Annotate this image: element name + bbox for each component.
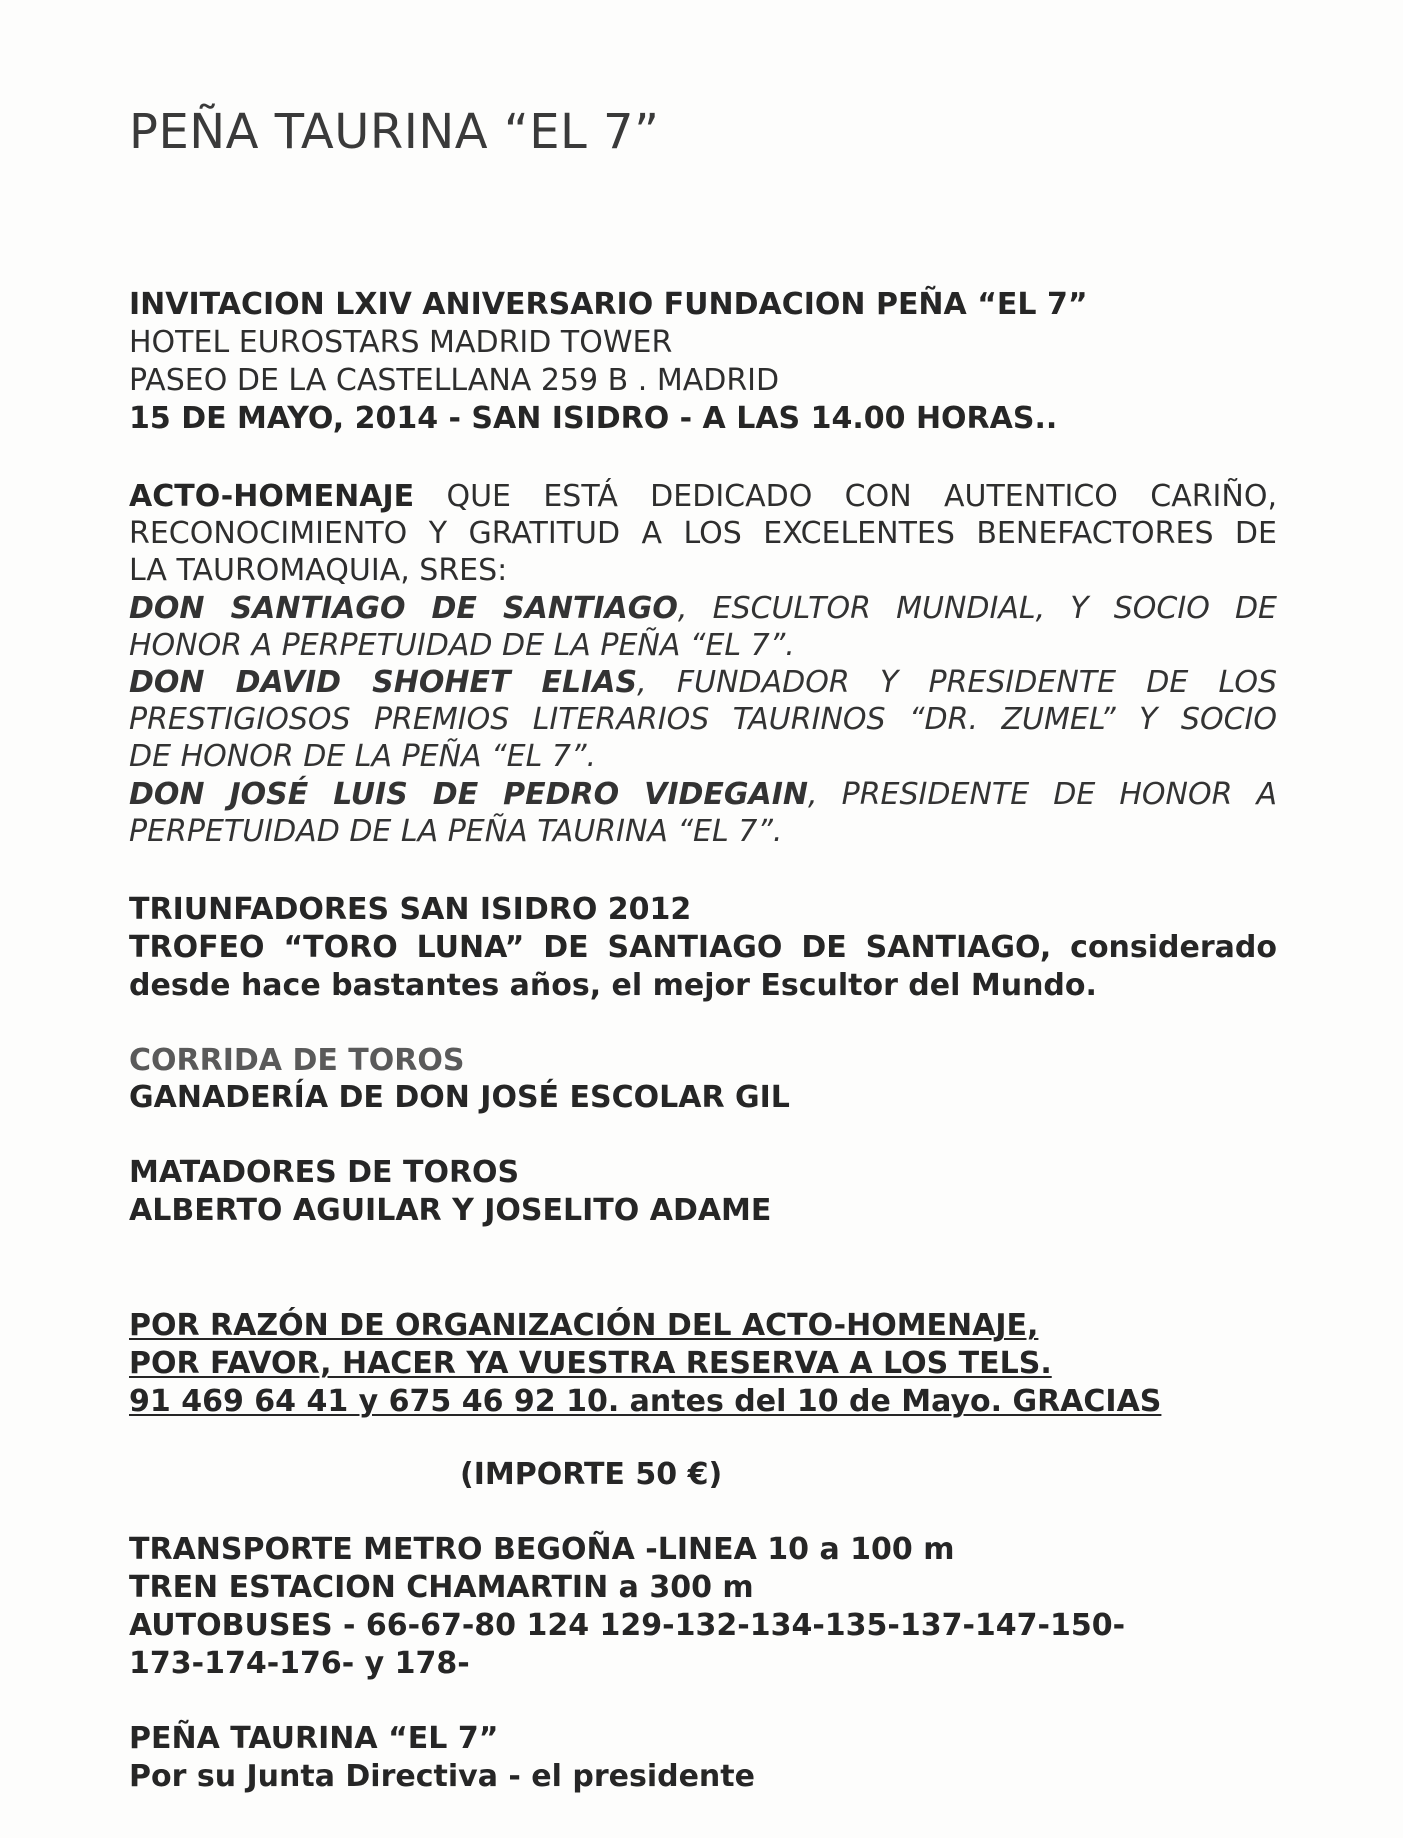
honoree-2-line-3: DE HONOR DE LA PEÑA “EL 7”. [129, 739, 597, 774]
matadores-names: ALBERTO AGUILAR Y JOSELITO ADAME [129, 1193, 772, 1228]
homenaje-line-3: LA TAUROMAQUIA, SRES: [129, 553, 508, 588]
honoree-2-rest: , FUNDADOR Y PRESIDENTE DE LOS [637, 665, 1277, 700]
honoree-1-name: DON SANTIAGO DE SANTIAGO [129, 591, 678, 626]
corrida-heading: CORRIDA DE TOROS [129, 1043, 465, 1078]
trofeo-line-2: desde hace bastantes años, el mejor Escultor del Mundo. [129, 968, 1097, 1003]
transporte-metro: TRANSPORTE METRO BEGOÑA -LINEA 10 a 100 m [129, 1532, 955, 1567]
homenaje-line-2: RECONOCIMIENTO Y GRATITUD A LOS EXCELENTES BENEFACTORES DE [129, 516, 1277, 551]
honoree-3-line-2: PERPETUIDAD DE LA PEÑA TAURINA “EL 7”. [129, 814, 783, 849]
event-hotel: HOTEL EUROSTARS MADRID TOWER [129, 325, 673, 360]
reserva-line-1: POR RAZÓN DE ORGANIZACIÓN DEL ACTO-HOMENAJE, [129, 1308, 1039, 1343]
homenaje-line-1 [129, 479, 1277, 514]
firma-org: PEÑA TAURINA “EL 7” [129, 1721, 499, 1756]
transporte-autobuses-1: AUTOBUSES - 66-67-80 124 129-132-134-135-137-147-150- [129, 1608, 1126, 1643]
matadores-heading: MATADORES DE TOROS [129, 1155, 520, 1190]
honoree-2-line-2: PRESTIGIOSOS PREMIOS LITERARIOS TAURINOS “DR. ZUMEL” Y SOCIO [129, 702, 1277, 737]
reserva-line-2: POR FAVOR, HACER YA VUESTRA RESERVA A LOS TELS. [129, 1346, 1052, 1381]
honoree-2-name: DON DAVID SHOHET ELIAS [129, 665, 638, 700]
reserva-line-3: 91 469 64 41 y 675 46 92 10. antes del 10 de Mayo. GRACIAS [129, 1384, 1162, 1419]
honoree-2-line-1 [129, 665, 1277, 700]
firma-line: Por su Junta Directiva - el presidente [129, 1759, 755, 1794]
trofeo-line-1: TROFEO “TORO LUNA” DE SANTIAGO DE SANTIAGO, considerado [129, 930, 1277, 965]
honoree-1-line-1 [129, 591, 1278, 626]
event-address: PASEO DE LA CASTELLANA 259 B . MADRID [129, 363, 780, 398]
honoree-3-rest: , PRESIDENTE DE HONOR A [808, 777, 1278, 812]
honoree-1-line-2: HONOR A PERPETUIDAD DE LA PEÑA “EL 7”. [129, 628, 795, 663]
page-title: PEÑA TAURINA “EL 7” [129, 104, 660, 160]
transporte-tren: TREN ESTACION CHAMARTIN a 300 m [129, 1570, 754, 1605]
honoree-3-line-1 [129, 777, 1278, 812]
honoree-3-name: DON JOSÉ LUIS DE PEDRO VIDEGAIN [129, 777, 809, 812]
homenaje-lead-rest: QUE ESTÁ DEDICADO CON AUTENTICO CARIÑO, [414, 479, 1277, 514]
homenaje-lead: ACTO-HOMENAJE [129, 479, 415, 514]
triunfadores-heading: TRIUNFADORES SAN ISIDRO 2012 [129, 892, 692, 927]
ganaderia: GANADERÍA DE DON JOSÉ ESCOLAR GIL [129, 1080, 790, 1115]
transporte-autobuses-2: 173-174-176- y 178- [129, 1646, 470, 1681]
event-heading: INVITACION LXIV ANIVERSARIO FUNDACION PEÑA “EL 7” [129, 287, 1088, 322]
importe: (IMPORTE 50 €) [460, 1457, 723, 1492]
honoree-1-rest: , ESCULTOR MUNDIAL, Y SOCIO DE [677, 591, 1278, 626]
event-date: 15 DE MAYO, 2014 - SAN ISIDRO - A LAS 14.00 HORAS.. [129, 401, 1058, 436]
